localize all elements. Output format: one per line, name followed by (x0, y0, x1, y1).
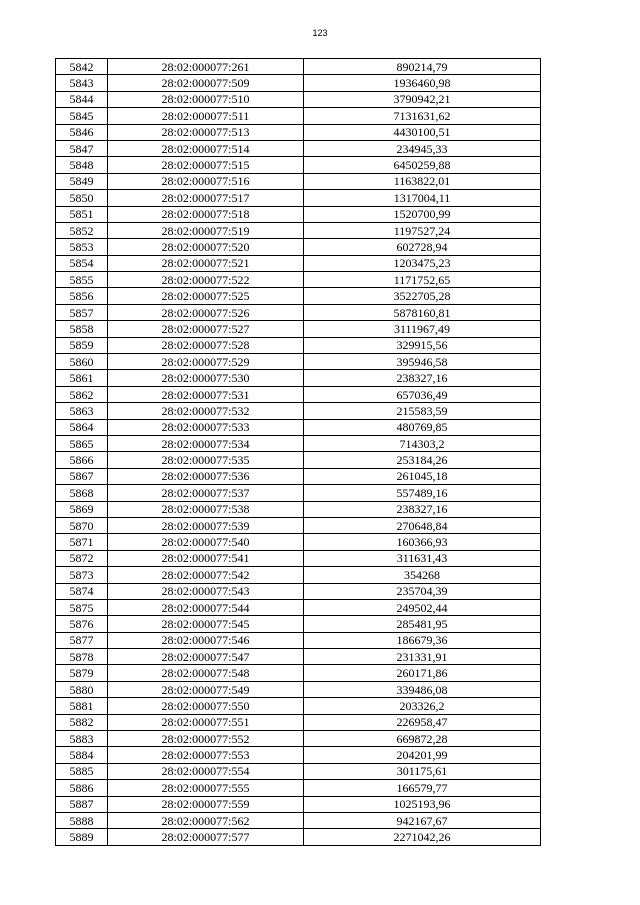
cadastral-number-cell: 28:02:000077:521 (108, 255, 304, 271)
value-cell: 339486,08 (304, 681, 541, 697)
cadastral-number-cell: 28:02:000077:544 (108, 599, 304, 615)
row-number-cell: 5888 (56, 812, 108, 828)
table-row (56, 698, 541, 714)
value-cell: 1203475,23 (304, 255, 541, 271)
value-cell: 238327,16 (304, 501, 541, 517)
table-row (56, 75, 541, 91)
row-number-cell: 5856 (56, 288, 108, 304)
row-number-cell: 5862 (56, 386, 108, 402)
row-number-cell: 5880 (56, 681, 108, 697)
cadastral-number-cell: 28:02:000077:529 (108, 354, 304, 370)
row-number-cell: 5867 (56, 468, 108, 484)
row-number-cell: 5877 (56, 632, 108, 648)
value-cell: 669872,28 (304, 731, 541, 747)
table-row (56, 501, 541, 517)
cadastral-number-cell: 28:02:000077:546 (108, 632, 304, 648)
row-number-cell: 5848 (56, 157, 108, 173)
value-cell: 329915,56 (304, 337, 541, 353)
table-row (56, 337, 541, 353)
cadastral-number-cell: 28:02:000077:520 (108, 239, 304, 255)
table-row (56, 206, 541, 222)
value-cell: 234945,33 (304, 140, 541, 156)
value-cell: 249502,44 (304, 599, 541, 615)
cadastral-number-cell: 28:02:000077:528 (108, 337, 304, 353)
cadastral-number-cell: 28:02:000077:540 (108, 534, 304, 550)
cadastral-number-cell: 28:02:000077:577 (108, 829, 304, 845)
value-cell: 253184,26 (304, 452, 541, 468)
table-row (56, 485, 541, 501)
cadastral-number-cell: 28:02:000077:509 (108, 75, 304, 91)
row-number-cell: 5843 (56, 75, 108, 91)
row-number-cell: 5878 (56, 649, 108, 665)
row-number-cell: 5864 (56, 419, 108, 435)
table-row (56, 239, 541, 255)
value-cell: 203326,2 (304, 698, 541, 714)
value-cell: 1197527,24 (304, 222, 541, 238)
cadastral-number-cell: 28:02:000077:549 (108, 681, 304, 697)
value-cell: 231331,91 (304, 649, 541, 665)
value-cell: 1317004,11 (304, 190, 541, 206)
cadastral-number-cell: 28:02:000077:525 (108, 288, 304, 304)
cadastral-number-cell: 28:02:000077:510 (108, 91, 304, 107)
table-row (56, 321, 541, 337)
cadastral-number-cell: 28:02:000077:551 (108, 714, 304, 730)
value-cell: 1163822,01 (304, 173, 541, 189)
value-cell: 235704,39 (304, 583, 541, 599)
row-number-cell: 5853 (56, 239, 108, 255)
cadastral-number-cell: 28:02:000077:539 (108, 517, 304, 533)
table-row (56, 812, 541, 828)
value-cell: 354268 (304, 567, 541, 583)
cadastral-number-cell: 28:02:000077:541 (108, 550, 304, 566)
value-cell: 260171,86 (304, 665, 541, 681)
value-cell: 215583,59 (304, 403, 541, 419)
row-number-cell: 5857 (56, 304, 108, 320)
table-row (56, 780, 541, 796)
cadastral-number-cell: 28:02:000077:522 (108, 272, 304, 288)
table-row (56, 419, 541, 435)
cadastral-number-cell: 28:02:000077:261 (108, 59, 304, 75)
cadastral-number-cell: 28:02:000077:519 (108, 222, 304, 238)
value-cell: 166579,77 (304, 780, 541, 796)
value-cell: 160366,93 (304, 534, 541, 550)
row-number-cell: 5881 (56, 698, 108, 714)
row-number-cell: 5883 (56, 731, 108, 747)
cadastral-number-cell: 28:02:000077:516 (108, 173, 304, 189)
cadastral-number-cell: 28:02:000077:537 (108, 485, 304, 501)
value-cell: 270648,84 (304, 517, 541, 533)
table-row (56, 108, 541, 124)
row-number-cell: 5845 (56, 108, 108, 124)
table-row (56, 567, 541, 583)
value-cell: 1520700,99 (304, 206, 541, 222)
cadastral-number-cell: 28:02:000077:527 (108, 321, 304, 337)
row-number-cell: 5879 (56, 665, 108, 681)
cadastral-number-cell: 28:02:000077:538 (108, 501, 304, 517)
value-cell: 714303,2 (304, 435, 541, 451)
row-number-cell: 5844 (56, 91, 108, 107)
cadastral-number-cell: 28:02:000077:550 (108, 698, 304, 714)
table-row (56, 354, 541, 370)
row-number-cell: 5884 (56, 747, 108, 763)
data-table (55, 58, 541, 846)
table-row (56, 796, 541, 812)
value-cell: 285481,95 (304, 616, 541, 632)
table-row (56, 222, 541, 238)
table-row (56, 91, 541, 107)
table-row (56, 435, 541, 451)
table-row (56, 550, 541, 566)
table-body (56, 59, 541, 846)
row-number-cell: 5874 (56, 583, 108, 599)
value-cell: 301175,61 (304, 763, 541, 779)
row-number-cell: 5850 (56, 190, 108, 206)
row-number-cell: 5849 (56, 173, 108, 189)
row-number-cell: 5858 (56, 321, 108, 337)
value-cell: 557489,16 (304, 485, 541, 501)
table-row (56, 599, 541, 615)
table-row (56, 403, 541, 419)
value-cell: 480769,85 (304, 419, 541, 435)
cadastral-number-cell: 28:02:000077:545 (108, 616, 304, 632)
row-number-cell: 5847 (56, 140, 108, 156)
value-cell: 657036,49 (304, 386, 541, 402)
value-cell: 261045,18 (304, 468, 541, 484)
value-cell: 1025193,96 (304, 796, 541, 812)
value-cell: 238327,16 (304, 370, 541, 386)
table-row (56, 534, 541, 550)
row-number-cell: 5854 (56, 255, 108, 271)
cadastral-number-cell: 28:02:000077:532 (108, 403, 304, 419)
row-number-cell: 5870 (56, 517, 108, 533)
value-cell: 4430100,51 (304, 124, 541, 140)
table-row (56, 714, 541, 730)
cadastral-number-cell: 28:02:000077:531 (108, 386, 304, 402)
cadastral-number-cell: 28:02:000077:533 (108, 419, 304, 435)
value-cell: 2271042,26 (304, 829, 541, 845)
table-row (56, 517, 541, 533)
table-row (56, 272, 541, 288)
row-number-cell: 5859 (56, 337, 108, 353)
row-number-cell: 5852 (56, 222, 108, 238)
cadastral-number-cell: 28:02:000077:555 (108, 780, 304, 796)
value-cell: 3522705,28 (304, 288, 541, 304)
value-cell: 311631,43 (304, 550, 541, 566)
table-row (56, 649, 541, 665)
cadastral-number-cell: 28:02:000077:515 (108, 157, 304, 173)
value-cell: 226958,47 (304, 714, 541, 730)
cadastral-number-cell: 28:02:000077:518 (108, 206, 304, 222)
row-number-cell: 5866 (56, 452, 108, 468)
cadastral-number-cell: 28:02:000077:517 (108, 190, 304, 206)
value-cell: 3790942,21 (304, 91, 541, 107)
table-row (56, 452, 541, 468)
row-number-cell: 5869 (56, 501, 108, 517)
value-cell: 1936460,98 (304, 75, 541, 91)
cadastral-number-cell: 28:02:000077:535 (108, 452, 304, 468)
table-row (56, 59, 541, 75)
table-row (56, 288, 541, 304)
table-row (56, 370, 541, 386)
table-row (56, 255, 541, 271)
table-row (56, 681, 541, 697)
row-number-cell: 5872 (56, 550, 108, 566)
row-number-cell: 5868 (56, 485, 108, 501)
row-number-cell: 5861 (56, 370, 108, 386)
row-number-cell: 5871 (56, 534, 108, 550)
row-number-cell: 5865 (56, 435, 108, 451)
row-number-cell: 5875 (56, 599, 108, 615)
value-cell: 204201,99 (304, 747, 541, 763)
row-number-cell: 5876 (56, 616, 108, 632)
table-row (56, 583, 541, 599)
value-cell: 3111967,49 (304, 321, 541, 337)
cadastral-number-cell: 28:02:000077:530 (108, 370, 304, 386)
cadastral-number-cell: 28:02:000077:548 (108, 665, 304, 681)
cadastral-number-cell: 28:02:000077:536 (108, 468, 304, 484)
table-row (56, 731, 541, 747)
value-cell: 942167,67 (304, 812, 541, 828)
table-row (56, 763, 541, 779)
value-cell: 186679,36 (304, 632, 541, 648)
cadastral-number-cell: 28:02:000077:542 (108, 567, 304, 583)
page-number: 123 (312, 28, 328, 38)
cadastral-number-cell: 28:02:000077:559 (108, 796, 304, 812)
row-number-cell: 5882 (56, 714, 108, 730)
row-number-cell: 5863 (56, 403, 108, 419)
table-row (56, 304, 541, 320)
cadastral-number-cell: 28:02:000077:554 (108, 763, 304, 779)
cadastral-number-cell: 28:02:000077:513 (108, 124, 304, 140)
value-cell: 890214,79 (304, 59, 541, 75)
table-row (56, 616, 541, 632)
table-row (56, 173, 541, 189)
row-number-cell: 5846 (56, 124, 108, 140)
row-number-cell: 5855 (56, 272, 108, 288)
cadastral-number-cell: 28:02:000077:562 (108, 812, 304, 828)
table-row (56, 140, 541, 156)
table-row (56, 747, 541, 763)
row-number-cell: 5886 (56, 780, 108, 796)
row-number-cell: 5889 (56, 829, 108, 845)
row-number-cell: 5851 (56, 206, 108, 222)
table-row (56, 829, 541, 845)
row-number-cell: 5885 (56, 763, 108, 779)
cadastral-number-cell: 28:02:000077:553 (108, 747, 304, 763)
cadastral-number-cell: 28:02:000077:543 (108, 583, 304, 599)
row-number-cell: 5887 (56, 796, 108, 812)
table-row (56, 632, 541, 648)
value-cell: 6450259,88 (304, 157, 541, 173)
value-cell: 395946,58 (304, 354, 541, 370)
cadastral-number-cell: 28:02:000077:514 (108, 140, 304, 156)
table-row (56, 157, 541, 173)
table-row (56, 665, 541, 681)
cadastral-number-cell: 28:02:000077:552 (108, 731, 304, 747)
cadastral-number-cell: 28:02:000077:547 (108, 649, 304, 665)
table-row (56, 124, 541, 140)
table-row (56, 190, 541, 206)
value-cell: 5878160,81 (304, 304, 541, 320)
value-cell: 602728,94 (304, 239, 541, 255)
table-row (56, 386, 541, 402)
row-number-cell: 5860 (56, 354, 108, 370)
cadastral-number-cell: 28:02:000077:526 (108, 304, 304, 320)
row-number-cell: 5842 (56, 59, 108, 75)
cadastral-number-cell: 28:02:000077:511 (108, 108, 304, 124)
value-cell: 1171752,65 (304, 272, 541, 288)
value-cell: 7131631,62 (304, 108, 541, 124)
table-row (56, 468, 541, 484)
row-number-cell: 5873 (56, 567, 108, 583)
cadastral-number-cell: 28:02:000077:534 (108, 435, 304, 451)
